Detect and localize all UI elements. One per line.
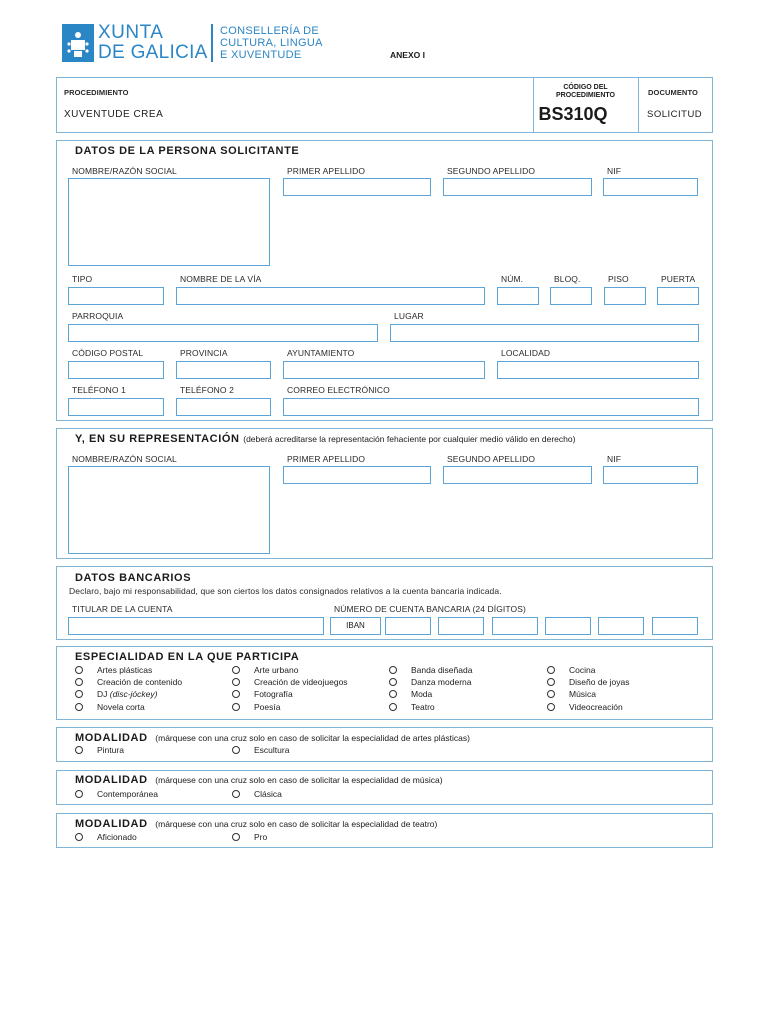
rep-name-label: NOMBRE/RAZÓN SOCIAL	[72, 454, 177, 464]
spec-label-suffix: (disc-jóckey)	[109, 689, 158, 699]
spec-option[interactable]	[547, 702, 623, 712]
radio-icon[interactable]	[75, 746, 83, 754]
logo-line1: XUNTA	[98, 22, 164, 43]
modality-theatre-title	[75, 818, 437, 830]
spec-option[interactable]	[75, 689, 157, 699]
radio-icon[interactable]	[75, 666, 83, 674]
dept-line2: CULTURA, LINGUA	[220, 37, 323, 49]
spec-label: Artes plásticas	[97, 665, 153, 675]
spec-option[interactable]	[547, 677, 629, 687]
representation-note: (deberá acreditarse la representación fehaciente por cualquier medio válido en derecho)	[243, 434, 576, 444]
bloq-label: BLOQ.	[554, 274, 581, 284]
modality-theatre-option[interactable]	[75, 832, 137, 842]
spec-option[interactable]	[75, 677, 182, 687]
tel1-field[interactable]	[68, 398, 164, 416]
radio-icon[interactable]	[232, 690, 240, 698]
modality-theatre-note: (márquese con una cruz solo en caso de solicitar la especialidad de teatro)	[155, 819, 438, 829]
radio-icon[interactable]	[75, 690, 83, 698]
radio-icon[interactable]	[389, 666, 397, 674]
radio-icon[interactable]	[232, 666, 240, 674]
applicant-surname2-label: SEGUNDO APELLIDO	[447, 166, 536, 176]
rep-surname2-field[interactable]	[443, 466, 592, 484]
email-field[interactable]	[283, 398, 699, 416]
procedure-name: XUVENTUDE CREA	[64, 109, 164, 120]
radio-icon[interactable]	[232, 678, 240, 686]
rep-surname1-label: PRIMER APELLIDO	[287, 454, 366, 464]
spec-option[interactable]	[232, 702, 280, 712]
radio-icon[interactable]	[547, 690, 555, 698]
radio-icon[interactable]	[75, 833, 83, 841]
account-field-3[interactable]	[492, 617, 538, 635]
spec-label: Arte urbano	[254, 665, 299, 675]
radio-icon[interactable]	[389, 703, 397, 711]
dept-name	[220, 25, 323, 61]
radio-icon[interactable]	[232, 833, 240, 841]
modality-label: Aficionado	[97, 832, 137, 842]
tel2-label: TELÉFONO 2	[180, 385, 234, 395]
dept-line1: CONSELLERÍA DE	[220, 25, 319, 37]
modality-label: Clásica	[254, 789, 282, 799]
rep-surname2-label: SEGUNDO APELLIDO	[447, 454, 536, 464]
rep-nif-field[interactable]	[603, 466, 698, 484]
spec-label: Novela corta	[97, 702, 145, 712]
piso-label: PISO	[608, 274, 629, 284]
via-field[interactable]	[176, 287, 485, 305]
bank-declaration: Declaro, bajo mi responsabilidad, que son ciertos los datos consignados relativos a la cuenta bancaria indicada.	[69, 586, 502, 596]
modality-label: Pintura	[97, 745, 124, 755]
spec-option[interactable]	[389, 689, 432, 699]
spec-label: Banda diseñada	[411, 665, 473, 675]
logo-line2: DE GALICIA	[98, 42, 208, 63]
account-field-2[interactable]	[438, 617, 484, 635]
account-field-5[interactable]	[598, 617, 644, 635]
document-value: SOLICITUD	[647, 109, 703, 120]
bloq-field[interactable]	[550, 287, 592, 305]
modality-label: Pro	[254, 832, 268, 842]
modality-art-title-text: MODALIDAD	[75, 732, 148, 744]
xunta-logo	[60, 22, 220, 64]
puerta-field[interactable]	[657, 287, 699, 305]
spec-option[interactable]	[232, 665, 298, 675]
email-label: CORREO ELECTRÓNICO	[287, 385, 390, 395]
rep-name-field[interactable]	[68, 466, 270, 554]
applicant-nif-field[interactable]	[603, 178, 698, 196]
code-label-line1: CÓDIGO DEL	[563, 84, 608, 91]
radio-icon[interactable]	[75, 790, 83, 798]
modality-music-note: (márquese con una cruz solo en caso de solicitar la especialidad de música)	[155, 775, 443, 785]
dept-line3: E XUVENTUDE	[220, 49, 302, 61]
spec-label: Fotografía	[254, 689, 293, 699]
via-label: NOMBRE DE LA VÍA	[180, 274, 262, 284]
spec-label: Cocina	[569, 665, 596, 675]
tel2-field[interactable]	[176, 398, 271, 416]
modality-art-option[interactable]	[232, 745, 289, 755]
spec-option[interactable]	[389, 665, 472, 675]
spec-option[interactable]	[232, 689, 293, 699]
num-label: NÚM.	[501, 274, 524, 284]
applicant-title: DATOS DE LA PERSONA SOLICITANTE	[75, 145, 300, 157]
tel1-label: TELÉFONO 1	[72, 385, 126, 395]
code-label-line2: PROCEDIMIENTO	[556, 92, 615, 99]
cp-label: CÓDIGO POSTAL	[72, 348, 144, 358]
modality-label: Contemporánea	[97, 789, 158, 799]
procedure-divider-2	[638, 77, 639, 133]
modality-music-option[interactable]	[75, 789, 158, 799]
radio-icon[interactable]	[547, 666, 555, 674]
spec-option[interactable]	[75, 702, 145, 712]
radio-icon[interactable]	[75, 703, 83, 711]
modality-theatre-title-text: MODALIDAD	[75, 818, 148, 830]
applicant-surname1-field[interactable]	[283, 178, 431, 196]
iban-box	[330, 617, 381, 635]
modality-art-title	[75, 732, 470, 744]
spec-label: Música	[569, 689, 596, 699]
modality-art-option[interactable]	[75, 745, 124, 755]
document-label: DOCUMENTO	[648, 88, 698, 97]
procedure-code: BS310Q	[538, 104, 608, 124]
lugar-label: LUGAR	[394, 311, 424, 321]
representation-title-text: Y, EN SU REPRESENTACIÓN	[75, 433, 240, 445]
modality-music-title-text: MODALIDAD	[75, 774, 148, 786]
applicant-surname1-label: PRIMER APELLIDO	[287, 166, 366, 176]
tipo-label: TIPO	[72, 274, 93, 284]
representation-title	[75, 433, 575, 445]
spec-label: Diseño de joyas	[569, 677, 630, 687]
specialty-title: ESPECIALIDAD EN LA QUE PARTICIPA	[75, 651, 300, 663]
parroquia-label: PARROQUIA	[72, 311, 124, 321]
modality-music-option[interactable]	[232, 789, 282, 799]
modality-music-title	[75, 774, 443, 786]
rep-surname1-field[interactable]	[283, 466, 431, 484]
piso-field[interactable]	[604, 287, 646, 305]
spec-option[interactable]	[232, 677, 348, 687]
procedure-code-label	[533, 84, 638, 100]
ayuntamiento-field[interactable]	[283, 361, 485, 379]
applicant-name-label: NOMBRE/RAZÓN SOCIAL	[72, 166, 177, 176]
holder-label: TITULAR DE LA CUENTA	[72, 604, 173, 614]
account-label: NÚMERO DE CUENTA BANCARIA (24 DÍGITOS)	[334, 604, 526, 614]
holder-field[interactable]	[68, 617, 324, 635]
spec-label: Danza moderna	[411, 677, 472, 687]
localidad-label: LOCALIDAD	[501, 348, 551, 358]
spec-label: DJ	[97, 689, 108, 699]
account-field-6[interactable]	[652, 617, 698, 635]
ayuntamiento-label: AYUNTAMIENTO	[287, 348, 355, 358]
spec-label: Videocreación	[569, 702, 623, 712]
modality-label: Escultura	[254, 745, 290, 755]
lugar-field[interactable]	[390, 324, 699, 342]
tipo-field[interactable]	[68, 287, 164, 305]
applicant-surname2-field[interactable]	[443, 178, 592, 196]
account-field-4[interactable]	[545, 617, 591, 635]
cp-field[interactable]	[68, 361, 164, 379]
annex-label: ANEXO I	[390, 50, 425, 60]
modality-art-note: (márquese con una cruz solo en caso de solicitar la especialidad de artes plásticas)	[155, 733, 470, 743]
radio-icon[interactable]	[75, 678, 83, 686]
procedure-label: PROCEDIMIENTO	[64, 88, 129, 97]
spec-label: Creación de contenido	[97, 677, 183, 687]
spec-label: Poesía	[254, 702, 281, 712]
provincia-field[interactable]	[176, 361, 271, 379]
spec-label: Moda	[411, 689, 433, 699]
bank-title: DATOS BANCARIOS	[75, 572, 192, 584]
radio-icon[interactable]	[232, 790, 240, 798]
radio-icon[interactable]	[389, 678, 397, 686]
spec-option[interactable]	[389, 677, 471, 687]
account-field-1[interactable]	[385, 617, 431, 635]
rep-nif-label: NIF	[607, 454, 621, 464]
radio-icon[interactable]	[232, 703, 240, 711]
logo-divider	[211, 24, 213, 62]
num-field[interactable]	[497, 287, 539, 305]
provincia-label: PROVINCIA	[180, 348, 228, 358]
applicant-nif-label: NIF	[607, 166, 621, 176]
applicant-name-field[interactable]	[68, 178, 270, 266]
iban-label: IBAN	[346, 621, 365, 630]
puerta-label: PUERTA	[661, 274, 696, 284]
spec-option[interactable]	[389, 702, 435, 712]
radio-icon[interactable]	[389, 690, 397, 698]
parroquia-field[interactable]	[68, 324, 378, 342]
spec-option[interactable]	[75, 665, 152, 675]
spec-label: Teatro	[411, 702, 435, 712]
spec-label: Creación de videojuegos	[254, 677, 348, 687]
radio-icon[interactable]	[232, 746, 240, 754]
radio-icon[interactable]	[547, 678, 555, 686]
radio-icon[interactable]	[547, 703, 555, 711]
modality-theatre-option[interactable]	[232, 832, 267, 842]
spec-option[interactable]	[547, 689, 596, 699]
xunta-shield-icon	[62, 24, 94, 62]
localidad-field[interactable]	[497, 361, 699, 379]
spec-option[interactable]	[547, 665, 595, 675]
